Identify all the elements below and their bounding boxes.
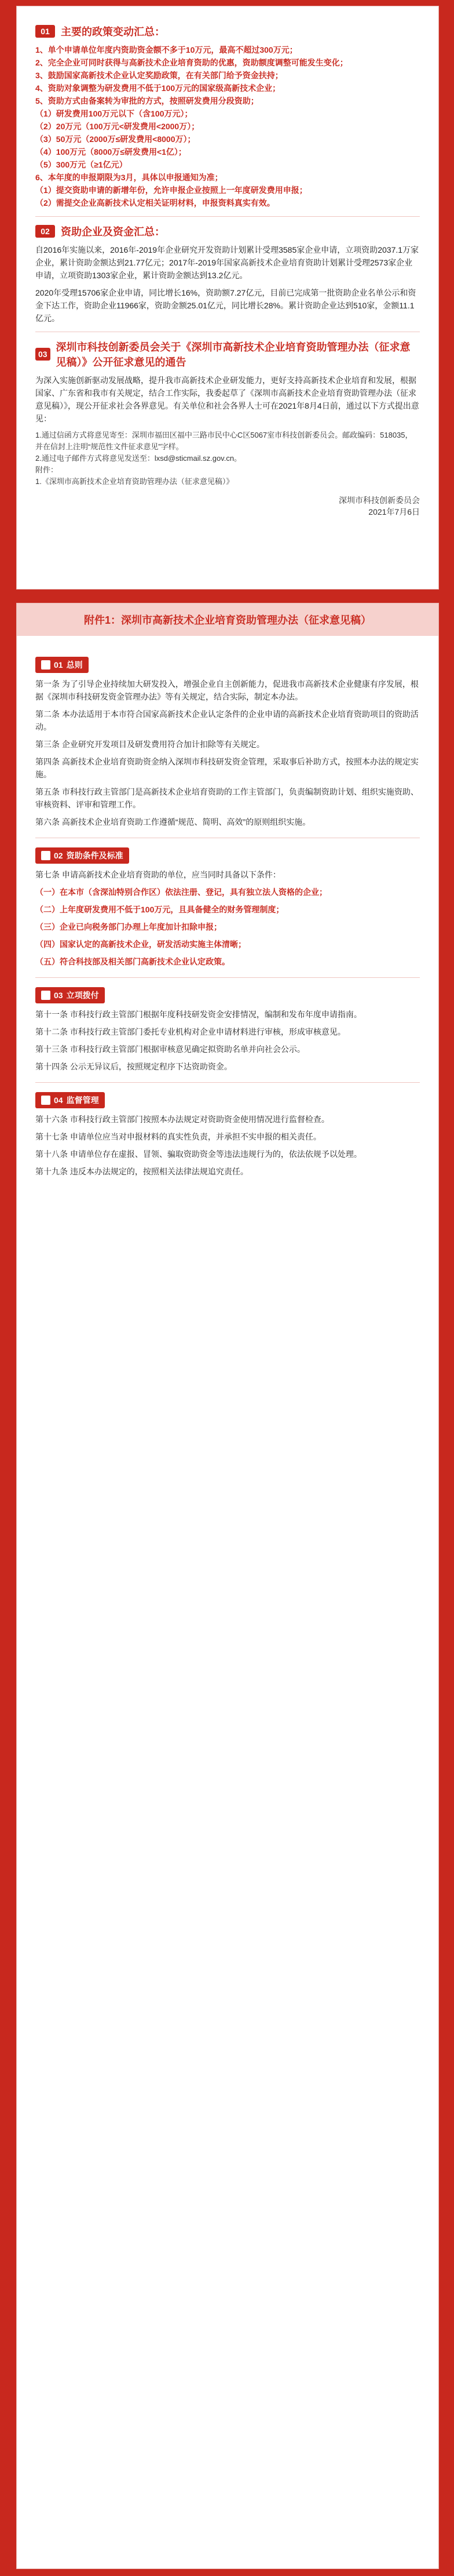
para: 第十八条 申请单位存在虚报、冒领、骗取资助资金等违法违规行为的，依法依规予以处理。	[35, 1149, 362, 1159]
policy-summary-card	[16, 6, 439, 590]
section-title: 主要的政策变动汇总：	[61, 26, 165, 38]
square-icon	[41, 851, 50, 860]
divider	[35, 216, 420, 217]
section-chip	[35, 1092, 105, 1108]
para: 第十四条 公示无异议后，按照规定程序下达资助资金。	[35, 1062, 232, 1071]
para: 第七条 申请高新技术企业培育资助的单位，应当同时具备以下条件：	[35, 870, 281, 879]
section-title: 资助企业及资金汇总：	[61, 226, 165, 238]
notice-way-1: 1.通过信函方式将意见寄至：深圳市福田区福中三路市民中心C区5067室市科技创新委员会。邮政编码：518035，并在信封上注明“规范性文件征求意见”字样。	[35, 431, 413, 451]
para: 第十六条 市科技行政主管部门按照本办法规定对资助资金使用情况进行监督检查。	[35, 1115, 329, 1124]
attachment-label: 附件：	[35, 465, 58, 474]
para: 第十一条 市科技行政主管部门根据年度科技研发资金安排情况，编制和发布年度申请指南。	[35, 1010, 362, 1019]
item-6-2: （2）需提交企业高新技术认定相关证明材料，申报资料真实有效。	[35, 198, 275, 208]
signature	[35, 494, 420, 518]
section-02-header	[35, 224, 420, 239]
para: 第十二条 市科技行政主管部门委托专业机构对企业申请材料进行审核，形成审核意见。	[35, 1027, 346, 1036]
para: （二）上年度研发费用不低于100万元，且具备健全的财务管理制度；	[35, 905, 284, 914]
section-chip	[35, 987, 105, 1003]
para: 第二条 本办法适用于本市符合国家高新技术企业认定条件的企业申请的高新技术企业培育资助项目的资助活动。	[35, 710, 419, 732]
para: 第一条 为了引导企业持续加大研发投入，增强企业自主创新能力，促进我市高新技术企业健康有序发展，根据《深圳市科技研发资金管理办法》等有关规定，结合实际，制定本办法。	[35, 679, 419, 701]
summary-paragraph-1: 自2016年实施以来，2016年-2019年企业研究开发资助计划累计受理3585家企业申请，立项资助2037.1万家企业，累计资助金额达到21.77亿元；2017年-2019年国家高新技术企业培育资助计划累计受理2573家企业申请，立项资助1303家企业，累计资助金额达到13.2亿元。	[35, 245, 419, 280]
para: （三）企业已向税务部门办理上年度加计扣除申报；	[35, 922, 222, 932]
chip-name: 监督管理	[66, 1096, 99, 1105]
para: 第十九条 违反本办法规定的，按照相关法律法规追究责任。	[35, 1167, 248, 1176]
section-chip	[35, 847, 129, 864]
para: 第十三条 市科技行政主管部门根据审核意见确定拟资助名单并向社会公示。	[35, 1045, 305, 1054]
square-icon	[41, 660, 50, 670]
para: （一）在本市（含深汕特别合作区）依法注册、登记，具有独立法人资格的企业；	[35, 887, 327, 897]
section-number: 03	[35, 348, 50, 361]
para: （五）符合科技部及相关部门高新技术企业认定政策。	[35, 957, 230, 966]
notice-way-2: 2.通过电子邮件方式将意见发送至：lxsd@sticmail.sz.gov.cn。	[35, 454, 242, 463]
attachment-card	[16, 603, 439, 2569]
item-5-3: （3）50万元（2000万≤研发费用<8000万）；	[35, 134, 196, 144]
chip-num: 04	[54, 1096, 63, 1105]
para: 第六条 高新技术企业培育资助工作遵循“规范、简明、高效”的原则组织实施。	[35, 817, 311, 827]
section-number: 01	[35, 25, 55, 38]
item-6-1: （1）提交资助申请的新增年份，允许申报企业按照上一年度研发费用申报；	[35, 185, 307, 195]
section-03-header	[35, 339, 420, 369]
item-3: 3、鼓励国家高新技术企业认定奖励政策，在有关部门给予资金扶持；	[35, 71, 283, 80]
square-icon	[41, 1096, 50, 1105]
section-04	[35, 1092, 420, 1178]
item-5-5: （5）300万元（≥1亿元）	[35, 160, 127, 169]
para: （四）国家认定的高新技术企业，研发活动实施主体清晰；	[35, 940, 246, 949]
item-4: 4、资助对象调整为研发费用不低于100万元的国家级高新技术企业；	[35, 83, 281, 93]
attachment-item: 1.《深圳市高新技术企业培育资助管理办法（征求意见稿）》	[35, 477, 234, 486]
item-2: 2、完全企业可同时获得与高新技术企业培育资助的优惠，资助额度调整可能发生变化；	[35, 58, 348, 67]
section-title: 深圳市科技创新委员会关于《深圳市高新技术企业培育资助管理办法（征求意见稿）》公开征求意见的通告	[56, 341, 411, 368]
item-5-2: （2）20万元（100万元<研发费用<2000万）；	[35, 122, 200, 131]
summary-paragraph-2: 2020年受理15706家企业申请，同比增长16%，资助额7.27亿元，目前已完成第一批资助企业名单公示和资金下达工作，资助企业11966家，资助金额25.01亿元，同比增长28%。累计资助企业达到510家，金额11.1亿元。	[35, 288, 416, 323]
attachment-banner	[17, 603, 438, 636]
item-1: 1、单个申请单位年度内资助资金额不多于10万元，最高不超过300万元；	[35, 45, 298, 54]
section-01	[35, 657, 420, 828]
chip-num: 01	[54, 660, 63, 670]
section-number: 02	[35, 225, 55, 238]
section-01-header	[35, 24, 420, 39]
square-icon	[41, 991, 50, 1000]
section-03	[35, 987, 420, 1073]
para: 第十七条 申请单位应当对申报材料的真实性负责，并承担不实申报的相关责任。	[35, 1132, 321, 1141]
divider	[35, 977, 420, 978]
para: 第五条 市科技行政主管部门是高新技术企业培育资助的工作主管部门，负责编制资助计划、组织实施资助、审核资料、评审和管理工作。	[35, 787, 419, 809]
banner-title: 附件1：深圳市高新技术企业培育资助管理办法（征求意见稿）	[83, 614, 371, 626]
sign-date: 2021年7月6日	[368, 507, 420, 516]
item-5-1: （1）研发费用100万元以下（含100万元）；	[35, 109, 193, 118]
divider	[35, 1082, 420, 1083]
chip-num: 02	[54, 851, 63, 860]
para: 第四条 高新技术企业培育资助资金纳入深圳市科技研发资金管理，采取事后补助方式，按照本办法的规定实施。	[35, 757, 419, 779]
policy-items	[35, 43, 420, 209]
section-chip	[35, 657, 89, 673]
chip-name: 资助条件及标准	[66, 851, 123, 860]
notice-paragraph: 为深入实施创新驱动发展战略，提升我市高新技术企业研发能力，更好支持高新技术企业培育和发展，根据国家、广东省和我市有关规定，结合工作实际，我委起草了《深圳市高新技术企业培育资助管理办法（征求意见稿）》，现公开征求社会各界意见。有关单位和社会各界人士可在2021年8月4日前，通过以下方式提出意见：	[35, 376, 419, 423]
item-6: 6、本年度的申报期限为3月，具体以申报通知为准；	[35, 173, 223, 182]
chip-name: 立项拨付	[66, 991, 99, 1000]
chip-num: 03	[54, 991, 63, 1000]
para: 第三条 企业研究开发项目及研发费用符合加计扣除等有关规定。	[35, 740, 265, 749]
sign-org: 深圳市科技创新委员会	[339, 496, 420, 505]
section-02	[35, 847, 420, 968]
item-5: 5、资助方式由备案转为审批的方式，按照研发费用分段资助；	[35, 96, 259, 105]
item-5-4: （4）100万元（8000万≤研发费用<1亿）；	[35, 147, 186, 157]
chip-name: 总则	[66, 660, 83, 670]
